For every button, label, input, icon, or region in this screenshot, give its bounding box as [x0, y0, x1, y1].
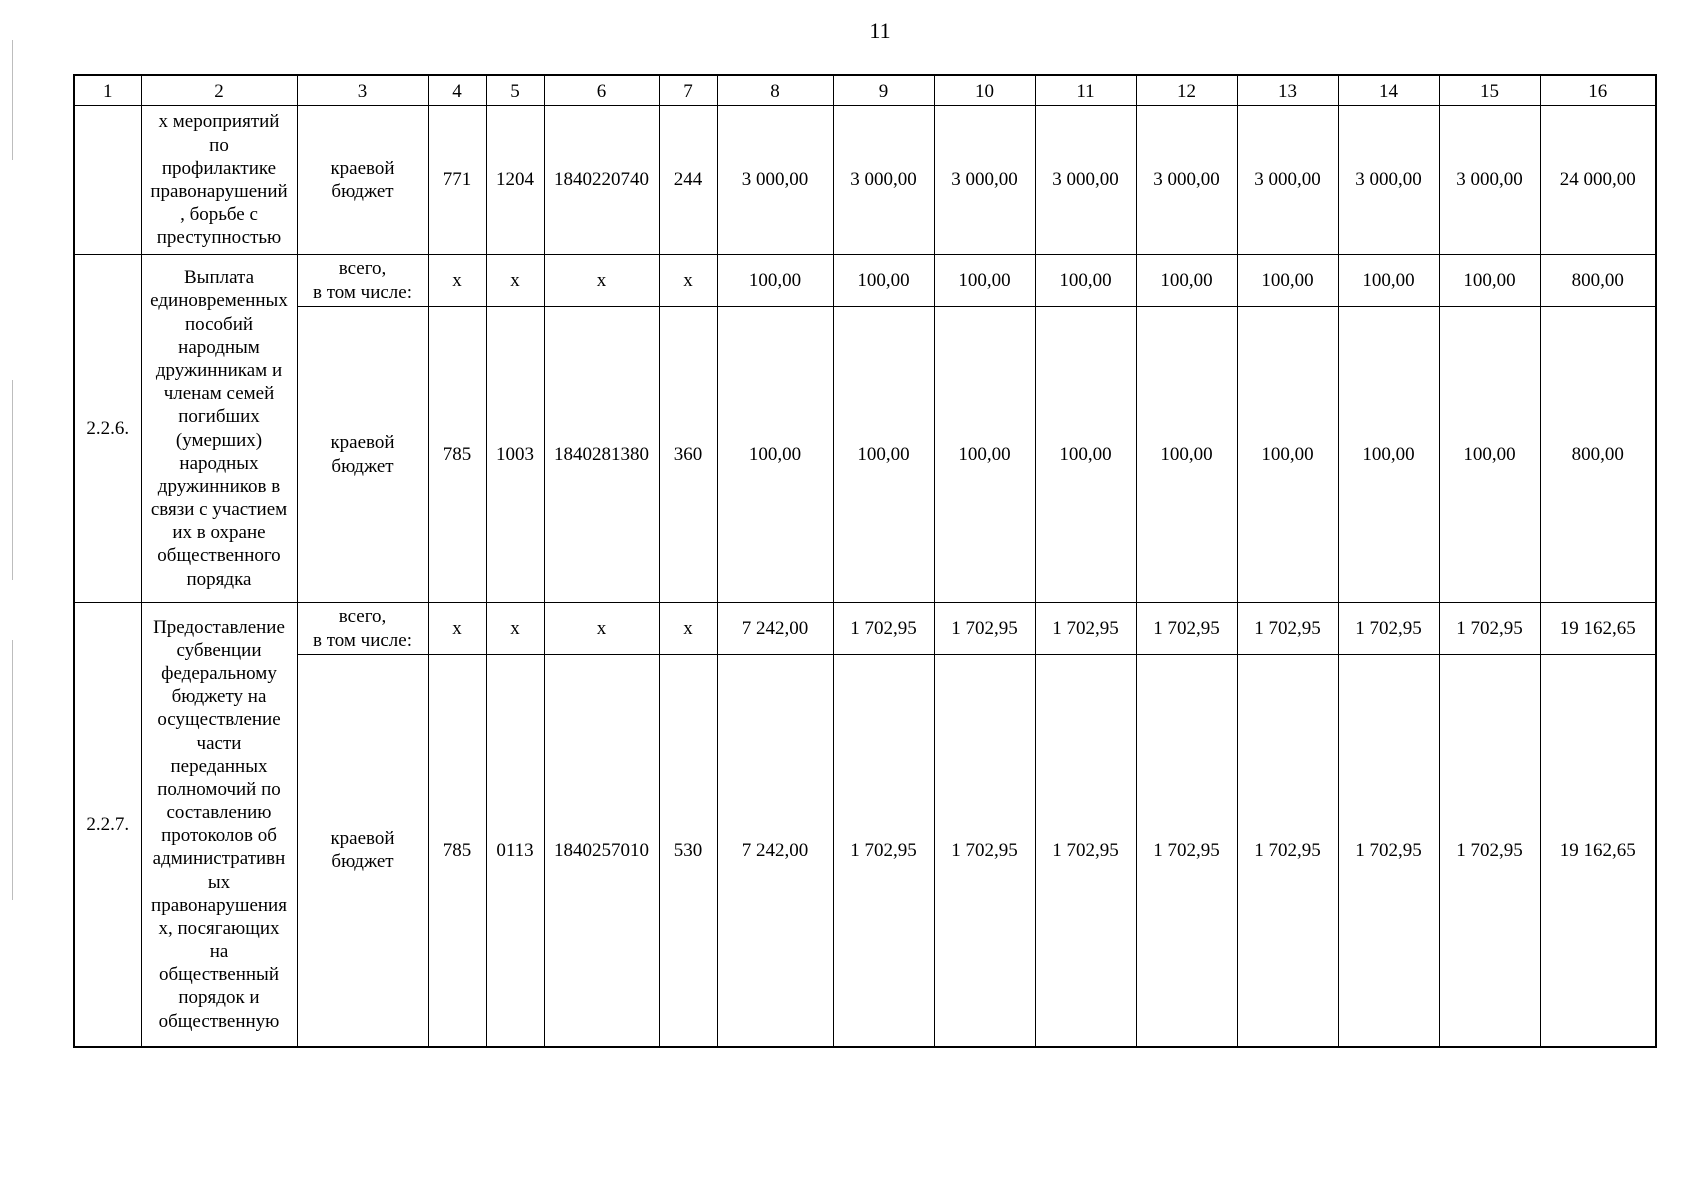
value-cell: 1840257010: [544, 655, 659, 1047]
event-name-cell: Предоставление субвенции федеральному бюджету на осуществление части переданных полномочий по составлению протоколов об административн ых правонарушения х, посягающих на общественный порядок и общественную: [141, 603, 297, 1047]
value-cell: 360: [659, 307, 717, 603]
value-cell: 1 702,95: [1439, 655, 1540, 1047]
value-cell: 19 162,65: [1540, 655, 1656, 1047]
value-cell: 785: [428, 307, 486, 603]
value-cell: х: [544, 255, 659, 307]
header-cell: 15: [1439, 75, 1540, 106]
scan-edge-mark: [12, 380, 13, 580]
header-row: [74, 75, 1656, 106]
value-cell: 100,00: [833, 255, 934, 307]
header-cell: 7: [659, 75, 717, 106]
value-cell: 1204: [486, 106, 544, 255]
funding-source-cell: всего, в том числе:: [297, 603, 428, 655]
value-cell: 800,00: [1540, 307, 1656, 603]
table-row-2-2-7-total: [74, 603, 1656, 655]
value-cell: 1 702,95: [934, 655, 1035, 1047]
value-cell: 100,00: [1136, 307, 1237, 603]
value-cell: 1003: [486, 307, 544, 603]
value-cell: 3 000,00: [717, 106, 833, 255]
header-cell: 8: [717, 75, 833, 106]
header-cell: 14: [1338, 75, 1439, 106]
value-cell: 7 242,00: [717, 603, 833, 655]
value-cell: х: [486, 255, 544, 307]
header-cell: 11: [1035, 75, 1136, 106]
header-cell: 9: [833, 75, 934, 106]
table-row-2-2-7-regional: [74, 655, 1656, 1047]
value-cell: 1 702,95: [1035, 655, 1136, 1047]
value-cell: 800,00: [1540, 255, 1656, 307]
value-cell: 530: [659, 655, 717, 1047]
value-cell: 100,00: [717, 307, 833, 603]
header-cell: 13: [1237, 75, 1338, 106]
value-cell: 19 162,65: [1540, 603, 1656, 655]
value-cell: х: [544, 603, 659, 655]
table-row-2-2-6-total: [74, 255, 1656, 307]
page-number: 11: [869, 18, 891, 43]
item-code-cell: [74, 106, 141, 255]
value-cell: 100,00: [1439, 255, 1540, 307]
value-cell: 1 702,95: [833, 655, 934, 1047]
header-cell: 6: [544, 75, 659, 106]
value-cell: 100,00: [1136, 255, 1237, 307]
value-cell: 3 000,00: [934, 106, 1035, 255]
value-cell: 1840281380: [544, 307, 659, 603]
value-cell: х: [659, 603, 717, 655]
scan-edge-mark: [12, 40, 13, 160]
event-name-cell: Выплата единовременных пособий народным дружинникам и членам семей погибших (умерших) народных дружинников в связи с участием их в охране общественного порядка: [141, 255, 297, 603]
value-cell: 3 000,00: [1338, 106, 1439, 255]
header-cell: 5: [486, 75, 544, 106]
value-cell: 100,00: [934, 255, 1035, 307]
funding-source-cell: краевой бюджет: [297, 655, 428, 1047]
value-cell: 100,00: [717, 255, 833, 307]
value-cell: 3 000,00: [1439, 106, 1540, 255]
value-cell: х: [428, 255, 486, 307]
scan-edge-mark: [12, 640, 13, 900]
value-cell: х: [659, 255, 717, 307]
header-cell: 3: [297, 75, 428, 106]
value-cell: 24 000,00: [1540, 106, 1656, 255]
value-cell: 1 702,95: [1338, 655, 1439, 1047]
funding-source-cell: краевой бюджет: [297, 106, 428, 255]
value-cell: 1840220740: [544, 106, 659, 255]
value-cell: 100,00: [833, 307, 934, 603]
header-cell: 1: [74, 75, 141, 106]
header-cell: 2: [141, 75, 297, 106]
value-cell: 100,00: [1338, 255, 1439, 307]
value-cell: 244: [659, 106, 717, 255]
value-cell: 100,00: [1237, 255, 1338, 307]
value-cell: 0113: [486, 655, 544, 1047]
value-cell: 1 702,95: [1136, 603, 1237, 655]
header-cell: 10: [934, 75, 1035, 106]
value-cell: 3 000,00: [833, 106, 934, 255]
value-cell: 3 000,00: [1136, 106, 1237, 255]
value-cell: 1 702,95: [934, 603, 1035, 655]
header-cell: 4: [428, 75, 486, 106]
funding-source-cell: всего, в том числе:: [297, 255, 428, 307]
item-code-cell: 2.2.6.: [74, 255, 141, 603]
value-cell: х: [486, 603, 544, 655]
header-cell: 16: [1540, 75, 1656, 106]
value-cell: 3 000,00: [1237, 106, 1338, 255]
value-cell: 7 242,00: [717, 655, 833, 1047]
value-cell: 1 702,95: [1237, 655, 1338, 1047]
value-cell: 100,00: [934, 307, 1035, 603]
value-cell: 3 000,00: [1035, 106, 1136, 255]
value-cell: 1 702,95: [1439, 603, 1540, 655]
value-cell: 1 702,95: [833, 603, 934, 655]
value-cell: 785: [428, 655, 486, 1047]
value-cell: 100,00: [1439, 307, 1540, 603]
header-cell: 12: [1136, 75, 1237, 106]
item-code-cell: 2.2.7.: [74, 603, 141, 1047]
value-cell: 100,00: [1035, 307, 1136, 603]
value-cell: 1 702,95: [1035, 603, 1136, 655]
table-row-2-2-6-regional: [74, 307, 1656, 603]
value-cell: 1 702,95: [1136, 655, 1237, 1047]
table-row-continued-event: [74, 106, 1656, 255]
value-cell: 100,00: [1338, 307, 1439, 603]
value-cell: х: [428, 603, 486, 655]
value-cell: 100,00: [1237, 307, 1338, 603]
value-cell: 771: [428, 106, 486, 255]
value-cell: 100,00: [1035, 255, 1136, 307]
value-cell: 1 702,95: [1237, 603, 1338, 655]
budget-table: [73, 74, 1657, 1048]
value-cell: 1 702,95: [1338, 603, 1439, 655]
funding-source-cell: краевой бюджет: [297, 307, 428, 603]
event-name-cell: х мероприятий по профилактике правонарушений , борьбе с преступностью: [141, 106, 297, 255]
